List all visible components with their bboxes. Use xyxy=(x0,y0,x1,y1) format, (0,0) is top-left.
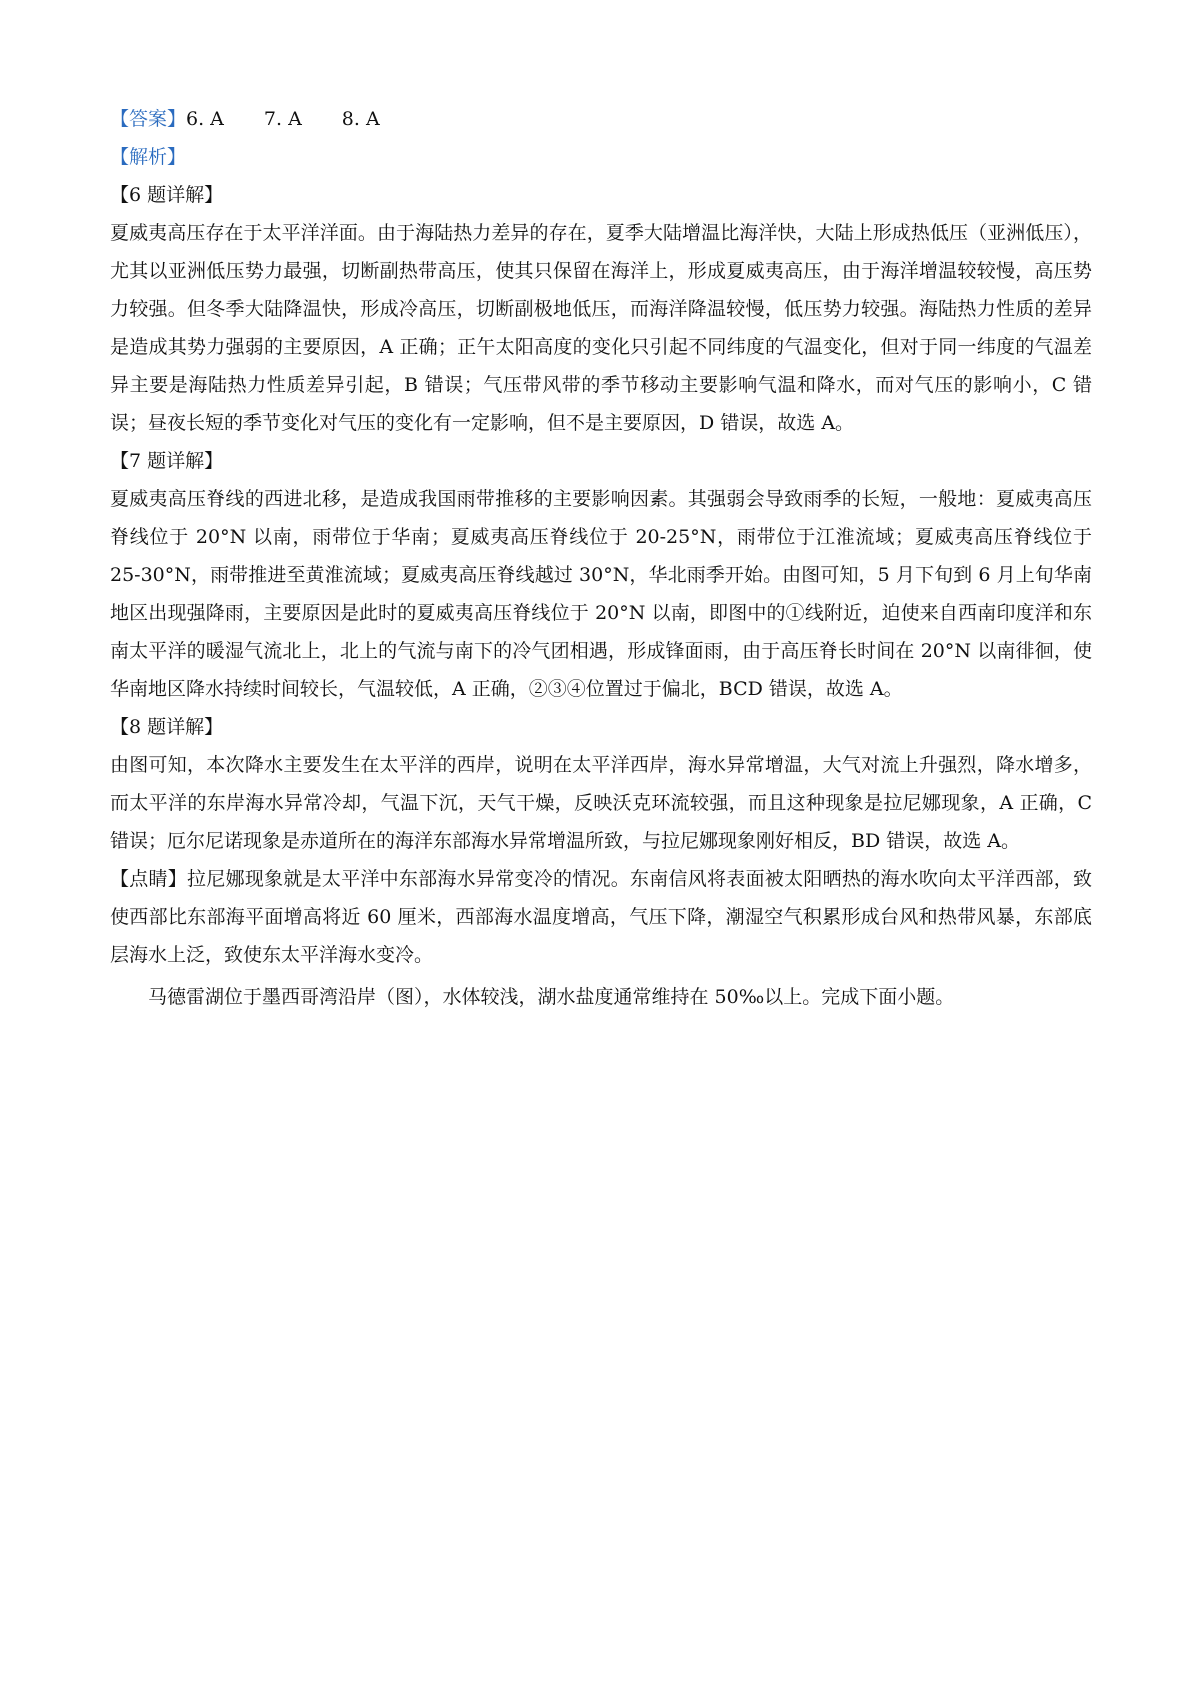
answer-item-6: 6. A xyxy=(186,108,224,130)
answer-item-8: 8. A xyxy=(341,108,380,130)
q7-body: 夏威夷高压脊线的西进北移，是造成我国雨带推移的主要影响因素。其强弱会导致雨季的长短，一般地：夏威夷高压脊线位于 20°N 以南，雨带位于华南；夏威夷高压脊线位于 20-25°N，雨带位于江淮流域；夏威夷高压脊线位于 25-30°N，雨带推进至黄淮流域；夏威夷高压脊线越过 30°N，华北雨季开始。由图可知，5 月下旬到 6 月上旬华南地区出现强降雨，主要原因是此时的夏威夷高压脊线位于 20°N 以南，即图中的①线附近，迫使来自西南印度洋和东南太平洋的暖湿气流北上，北上的气流与南下的冷气团相遇，形成锋面雨，由于高压脊长时间在 20°N 以南徘徊，使华南地区降水持续时间较长，气温较低，A 正确，②③④位置过于偏北，BCD 错误，故选 A。 xyxy=(110,488,1092,700)
q8-body: 由图可知，本次降水主要发生在太平洋的西岸，说明在太平洋西岸，海水异常增温，大气对流上升强烈，降水增多，而太平洋的东岸海水异常冷却，气温下沉，天气干燥，反映沃克环流较强，而且这种现象是拉尼娜现象，A 正确，C 错误；厄尔尼诺现象是赤道所在的海洋东部海水异常增温所致，与拉尼娜现象刚好相反，BD 错误，故选 A。 xyxy=(110,754,1092,852)
q8-heading: 【8 题详解】 xyxy=(110,716,224,738)
tip-label: 【点睛】 xyxy=(110,868,188,890)
answer-label: 【答案】 xyxy=(110,108,187,130)
q6-heading: 【6 题详解】 xyxy=(110,184,224,206)
answer-line xyxy=(110,100,1092,138)
answer-item-7: 7. A xyxy=(263,108,302,130)
q7-heading: 【7 题详解】 xyxy=(110,450,224,472)
analysis-label: 【解析】 xyxy=(110,146,187,168)
tip-paragraph xyxy=(110,860,1092,974)
q6-body: 夏威夷高压存在于太平洋洋面。由于海陆热力差异的存在，夏季大陆增温比海洋快，大陆上形成热低压（亚洲低压），尤其以亚洲低压势力最强，切断副热带高压，使其只保留在海洋上，形成夏威夷高压，由于海洋增温较较慢，高压势力较强。但冬季大陆降温快，形成冷高压，切断副极地低压，而海洋降温较慢，低压势力较强。海陆热力性质的差异是造成其势力强弱的主要原因，A 正确；正午太阳高度的变化只引起不同纬度的气温变化，但对于同一纬度的气温差异主要是海陆热力性质差异引起，B 错误；气压带风带的季节移动主要影响气温和降水，而对气压的影响小，C 错误；昼夜长短的季节变化对气压的变化有一定影响，但不是主要原因，D 错误，故选 A。 xyxy=(110,222,1092,434)
tip-body: 拉尼娜现象就是太平洋中东部海水异常变冷的情况。东南信风将表面被太阳晒热的海水吹向太平洋西部，致使西部比东部海平面增高将近 60 厘米，西部海水温度增高，气压下降，潮湿空气积累形成台风和热带风暴，东部底层海水上泛，致使东太平洋海水变冷。 xyxy=(110,868,1092,966)
next-question-intro: 马德雷湖位于墨西哥湾沿岸（图），水体较浅，湖水盐度通常维持在 50‰以上。完成下面小题。 xyxy=(148,986,955,1008)
